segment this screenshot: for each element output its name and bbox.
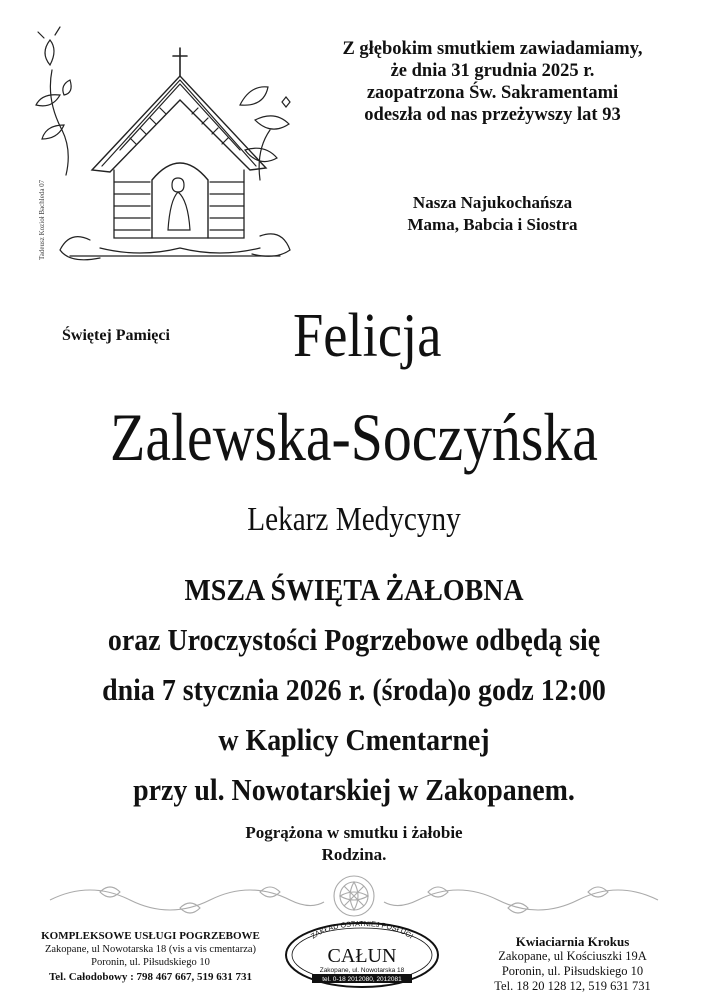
mass-line: dnia 7 stycznia 2026 r. (środa)o godz 12:00 <box>102 672 606 707</box>
calun-address: Zakopane, ul. Nowotarska 18 <box>319 967 405 974</box>
mourners-line: Pogrążona w smutku i żałobie <box>245 823 463 842</box>
funeral-services-phone: Tel. Całodobowy : 798 467 667, 519 631 731 <box>48 971 253 983</box>
relation-line: Mama, Babcia i Siostra <box>407 215 578 234</box>
calun-phone: tel. 0-18 2012080, 2012081 <box>322 976 402 983</box>
deceased-first-name: Felicja <box>292 302 442 370</box>
illustration-signature: Tadeusz Kozioł Bachleda 07 <box>38 179 46 260</box>
florist-address: Poronin, ul. Piłsudskiego 10 <box>501 964 644 978</box>
chapel-illustration <box>30 20 300 270</box>
calun-logo <box>282 920 442 990</box>
relation-text <box>300 192 685 236</box>
relation-line: Nasza Najukochańsza <box>412 193 573 212</box>
mourners-text <box>0 822 708 866</box>
funeral-services-address: Poronin, ul. Piłsudskiego 10 <box>91 957 210 968</box>
intro-line: Z głębokim smutkiem zawiadamiamy, <box>342 39 643 59</box>
intro-line: zaopatrzona Św. Sakramentami <box>366 83 619 103</box>
mass-line: przy ul. Nowotarskiej w Zakopanem. <box>133 772 575 807</box>
florist-info <box>445 934 700 994</box>
calun-top-text: ZAKŁAD OSTATNIEJ POSŁUGI <box>309 920 415 941</box>
memory-label: Świętej Pamięci <box>62 327 170 344</box>
intro-line: odeszła od nas przeżywszy lat 93 <box>364 105 621 125</box>
calun-name: CAŁUN <box>327 945 397 967</box>
ornament-divider <box>40 870 668 922</box>
mass-line: oraz Uroczystości Pogrzebowe odbędą się <box>107 622 601 657</box>
intro-line: że dnia 31 grudnia 2025 r. <box>390 61 595 81</box>
intro-text <box>300 38 685 126</box>
florist-address: Zakopane, ul Kościuszki 19A <box>498 949 647 963</box>
florist-title: Kwiaciarnia Krokus <box>515 934 630 949</box>
deceased-profession: Lekarz Medycyny <box>247 501 461 538</box>
funeral-services-title: KOMPLEKSOWE USŁUGI POGRZEBOWE <box>41 930 260 942</box>
funeral-services-address: Zakopane, ul Nowotarska 18 (vis a vis cmentarza) <box>44 944 257 955</box>
funeral-services-info <box>18 930 283 984</box>
deceased-surname: Zalewska-Soczyńska <box>110 399 598 475</box>
florist-phone: Tel. 18 20 128 12, 519 631 731 <box>494 979 651 993</box>
mass-line: MSZA ŚWIĘTA ŻAŁOBNA <box>184 572 524 607</box>
mass-line: w Kaplicy Cmentarnej <box>218 722 490 757</box>
mourners-line: Rodzina. <box>321 845 387 864</box>
funeral-mass-info <box>35 565 672 815</box>
